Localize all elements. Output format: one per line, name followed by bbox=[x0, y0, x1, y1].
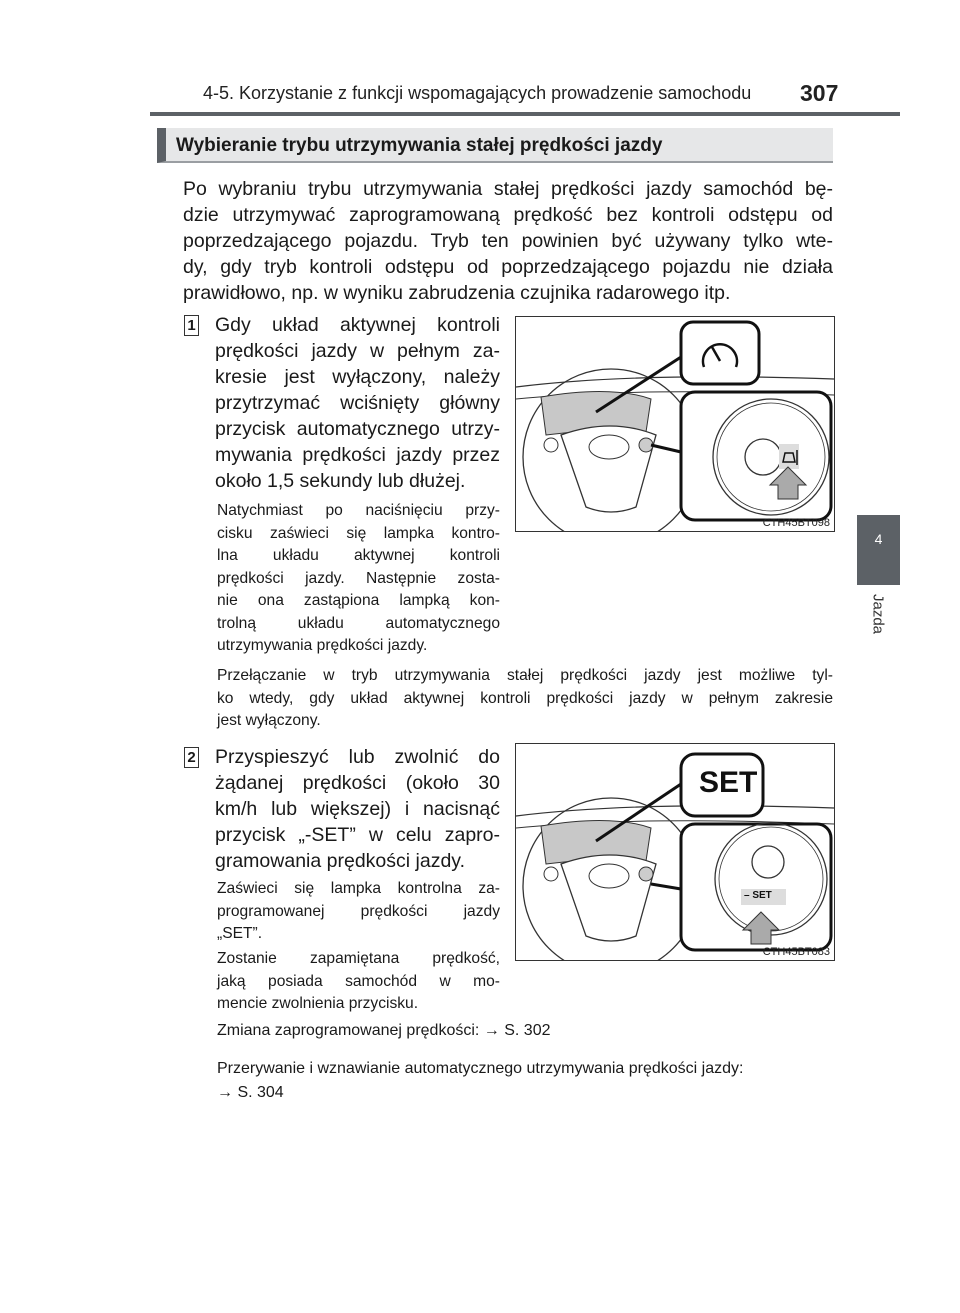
text-line: ko wtedy, gdy układ aktywnej kontroli prędkości jazdy w pełnym zakresie bbox=[217, 689, 833, 707]
text-line: Po wybraniu trybu utrzymywania stałej prędkości jazdy samochód bę- bbox=[183, 178, 833, 200]
figure-cruise-main-switch bbox=[515, 316, 835, 532]
section-title: Wybieranie trybu utrzymywania stałej prędkości jazdy bbox=[176, 135, 663, 156]
text-line: nie ona zastąpiona lampką kon- bbox=[217, 592, 500, 609]
text-line: Zaświeci się lampka kontrolna za- bbox=[217, 880, 500, 897]
text-line: przytrzymać wciśnięty główny bbox=[215, 392, 500, 414]
text-line: prędkości jazdy. Następnie zosta- bbox=[217, 569, 500, 587]
steering-wheel-illustration bbox=[516, 744, 834, 960]
text-line: km/h lub większej) i nacisnąć bbox=[215, 798, 500, 820]
text-line: Natychmiast po naciśnięciu przy- bbox=[217, 502, 500, 519]
text-line: jaką posiada samochód w mo- bbox=[217, 972, 500, 990]
set-button-label: – SET bbox=[744, 890, 772, 901]
text-line: Gdy układ aktywnej kontroli bbox=[215, 314, 500, 336]
step-2-note-2 bbox=[217, 948, 500, 1016]
section-heading bbox=[157, 128, 833, 163]
text-line: cisku zaświeci się lampka kontro- bbox=[217, 524, 500, 542]
figure-code: CTH45BT083 bbox=[762, 946, 830, 958]
step-number-1: 1 bbox=[184, 315, 199, 336]
text-line: gramowania prędkości jazdy. bbox=[215, 850, 466, 872]
text-line: trolną układu automatycznego bbox=[217, 614, 500, 632]
step-2-note-1 bbox=[217, 878, 500, 946]
text-line: Zostanie zapamiętana prędkość, bbox=[217, 950, 500, 967]
chapter-header: 4-5. Korzystanie z funkcji wspomagających prowadzenie samochodu bbox=[203, 83, 752, 103]
text-line: przycisk automatycznego utrzy- bbox=[215, 418, 500, 440]
text-line: prędkości jazdy w pełnym za- bbox=[215, 340, 500, 362]
text-line: lna układu aktywnej kontroli bbox=[217, 547, 500, 564]
figure-set-switch bbox=[515, 743, 835, 961]
set-callout: SET bbox=[699, 766, 758, 799]
header-divider bbox=[150, 112, 900, 116]
chapter-tab[interactable] bbox=[857, 515, 900, 585]
step-1-full-note bbox=[217, 665, 833, 733]
text-line: programowanej prędkości jazdy bbox=[217, 902, 500, 920]
text-line: prawidłowo, np. w wyniku zabrudzenia czujnika radarowego itp. bbox=[183, 282, 731, 304]
text-line: utrzymywania prędkości jazdy. bbox=[217, 637, 428, 654]
intro-paragraph bbox=[183, 176, 833, 306]
text-line: Przełączanie w tryb utrzymywania stałej prędkości jazdy jest możliwe tyl- bbox=[217, 667, 833, 684]
text-line: dy, gdy tryb kontroli odstępu od poprzedzającego pojazdu nie działa bbox=[183, 256, 833, 278]
text-line: kresie jest wyłączony, należy bbox=[215, 366, 500, 388]
text-line: poprzedzającego pojazdu. Tryb ten powinien być używany tylko wte- bbox=[183, 230, 833, 252]
step-1-note bbox=[217, 500, 500, 658]
text-line: około 1,5 sekundy lub dłużej. bbox=[215, 470, 466, 492]
step-number-2: 2 bbox=[184, 747, 199, 768]
figure-code: CTH45BT098 bbox=[762, 517, 830, 529]
page-number: 307 bbox=[800, 80, 839, 106]
text-line: mencie zwolnienia przycisku. bbox=[217, 995, 419, 1012]
step-1-text bbox=[215, 312, 500, 494]
text-line: mywania prędkości jazdy przez bbox=[215, 444, 500, 466]
reference-interrupt-line-1: Przerywanie i wznawianie automatycznego utrzymywania prędkości jazdy: bbox=[217, 1060, 744, 1077]
text-line: „SET”. bbox=[217, 925, 263, 942]
text-line: Przyspieszyć lub zwolnić do bbox=[215, 746, 500, 768]
step-2-text bbox=[215, 744, 500, 874]
text-line: jest wyłączony. bbox=[217, 712, 321, 729]
text-line: dzie utrzymywać zaprogramowaną prędkość bez kontroli odstępu od bbox=[183, 204, 833, 226]
reference-change-speed: Zmiana zaprogramowanej prędkości: → S. 302 bbox=[217, 1022, 551, 1039]
text-line: przycisk „-SET” w celu zapro- bbox=[215, 824, 500, 846]
reference-interrupt-line-2: → S. 304 bbox=[217, 1084, 284, 1101]
chapter-tab-number: 4 bbox=[874, 531, 883, 547]
steering-wheel-illustration bbox=[516, 317, 834, 531]
chapter-tab-label: Jazda bbox=[869, 594, 887, 635]
text-line: żądanej prędkości (około 30 bbox=[215, 772, 500, 794]
